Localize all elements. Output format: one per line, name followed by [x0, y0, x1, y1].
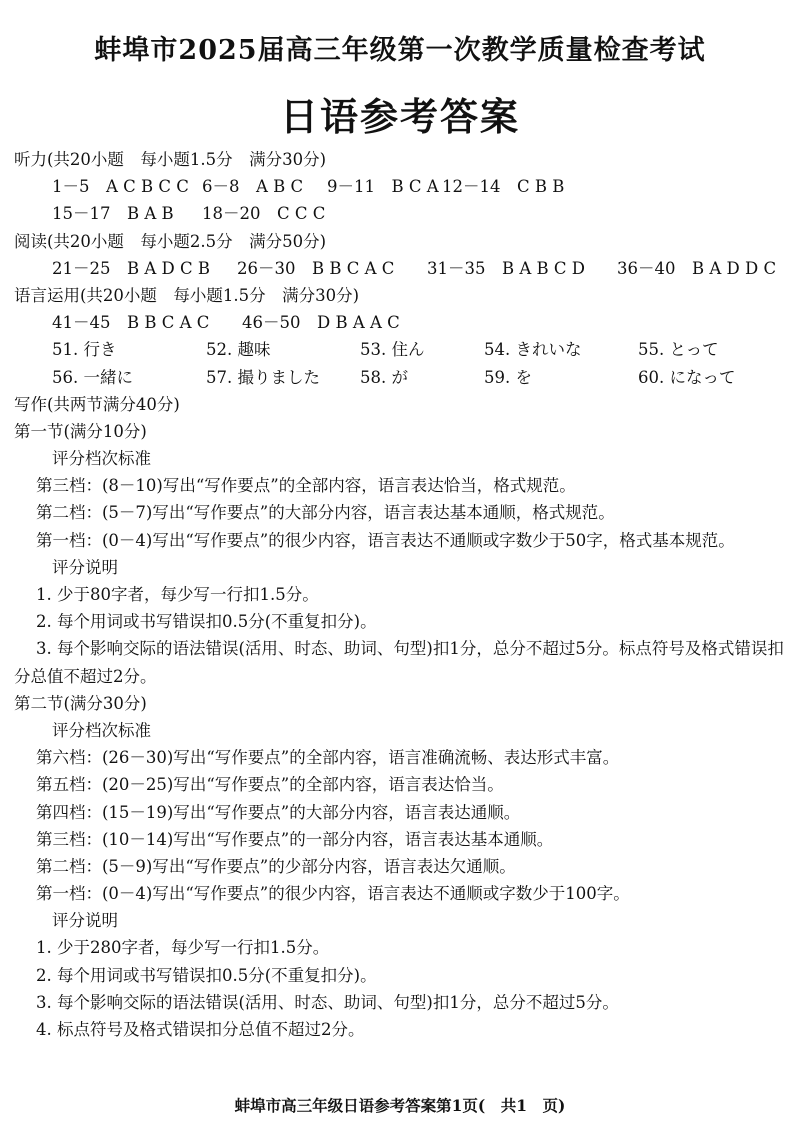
note-item: 2. 每个用词或书写错误扣0.5分(不重复扣分)。	[36, 612, 377, 632]
answer-group: 9－11 B C A	[327, 177, 439, 197]
page-footer: 蚌埠市高三年级日语参考答案第1页( 共1 页)	[234, 1096, 566, 1115]
criteria-title: 评分档次标准	[52, 449, 151, 469]
note-item: 1. 少于80字者，每少写一行扣1.5分。	[36, 585, 319, 605]
document-title: 日语参考答案	[279, 94, 520, 139]
criteria-title: 评分档次标准	[52, 720, 151, 740]
fill-answer: 59. を	[484, 367, 532, 387]
fill-answer: 54. きれいな	[484, 340, 582, 360]
exam-title: 蚌埠市2025届高三年级第一次教学质量检查考试	[94, 35, 706, 66]
fill-answer: 60. になって	[638, 367, 736, 387]
reading-answers	[14, 255, 786, 282]
answer-group: 1－5 A C B C C	[52, 177, 189, 197]
listening-answers-row-1	[14, 173, 786, 200]
answer-group: 46－50 D B A A C	[242, 313, 400, 333]
note-item: 3. 每个影响交际的语法错误(活用、时态、助词、句型)扣1分，总分不超过5分。	[36, 992, 619, 1012]
note-item: 2. 每个用词或书写错误扣0.5分(不重复扣分)。	[36, 965, 377, 985]
fill-answer: 53. 住ん	[360, 340, 425, 360]
fill-answer: 55. とって	[638, 340, 719, 360]
language-answers	[14, 309, 786, 336]
fill-answer: 57. 撮りました	[206, 367, 320, 387]
fill-in-row-2	[14, 364, 786, 391]
answer-group: 31－35 B A B C D	[427, 258, 585, 278]
answer-group: 36－40 B A D D C	[617, 258, 777, 278]
notes-title: 评分说明	[52, 557, 118, 577]
listening-answers-row-2	[14, 200, 786, 227]
criteria-level: 第三档：(8－10)写出“写作要点”的全部内容，语言表达恰当，格式规范。	[36, 476, 576, 496]
notes-title: 评分说明	[52, 911, 118, 931]
writing-heading: 写作(共两节满分40分)	[14, 394, 180, 414]
note-item: 1. 少于280字者，每少写一行扣1.5分。	[36, 938, 330, 958]
answer-group: 21－25 B A D C B	[52, 258, 210, 278]
answer-group: 15－17 B A B	[52, 204, 174, 224]
fill-in-row-1	[14, 336, 786, 363]
listening-heading: 听力(共20小题 每小题1.5分 满分30分)	[14, 150, 327, 169]
criteria-level: 第五档：(20－25)写出“写作要点”的全部内容，语言表达恰当。	[36, 775, 504, 795]
criteria-level: 第一档：(0－4)写出“写作要点”的很少内容，语言表达不通顺或字数少于50字，格式基本规范。	[36, 530, 735, 550]
reading-heading: 阅读(共20小题 每小题2.5分 满分50分)	[14, 231, 327, 251]
fill-answer: 52. 趣味	[206, 340, 271, 360]
criteria-level: 第四档：(15－19)写出“写作要点”的大部分内容，语言表达通顺。	[36, 802, 521, 822]
section-1-heading: 第一节(满分10分)	[14, 421, 147, 441]
answer-body	[14, 146, 786, 1043]
criteria-level: 第六档：(26－30)写出“写作要点”的全部内容，语言准确流畅、表达形式丰富。	[36, 748, 620, 768]
fill-answer: 56. 一緒に	[52, 367, 133, 387]
section-2-heading: 第二节(满分30分)	[14, 693, 147, 713]
criteria-level: 第二档：(5－7)写出“写作要点”的大部分内容，语言表达基本通顺，格式规范。	[36, 503, 615, 523]
note-item: 3. 每个影响交际的语法错误(活用、时态、助词、句型)扣1分，总分不超过5分。标点符号及格式错误扣分总值不超过2分。	[14, 639, 784, 686]
language-heading: 语言运用(共20小题 每小题1.5分 满分30分)	[14, 285, 360, 305]
note-item: 4. 标点符号及格式错误扣分总值不超过2分。	[36, 1020, 365, 1040]
criteria-level: 第三档：(10－14)写出“写作要点”的一部分内容，语言表达基本通顺。	[36, 829, 554, 849]
answer-group: 6－8 A B C	[202, 177, 304, 197]
criteria-level: 第一档：(0－4)写出“写作要点”的很少内容，语言表达不通顺或字数少于100字。	[36, 884, 630, 904]
answer-group: 18－20 C C C	[202, 204, 326, 224]
answer-group: 26－30 B B C A C	[237, 258, 395, 278]
criteria-level: 第二档：(5－9)写出“写作要点”的少部分内容，语言表达欠通顺。	[36, 856, 516, 876]
answer-group: 12－14 C B B	[442, 177, 565, 197]
fill-answer: 51. 行き	[52, 340, 117, 360]
fill-answer: 58. が	[360, 367, 408, 387]
answer-group: 41－45 B B C A C	[52, 313, 210, 333]
